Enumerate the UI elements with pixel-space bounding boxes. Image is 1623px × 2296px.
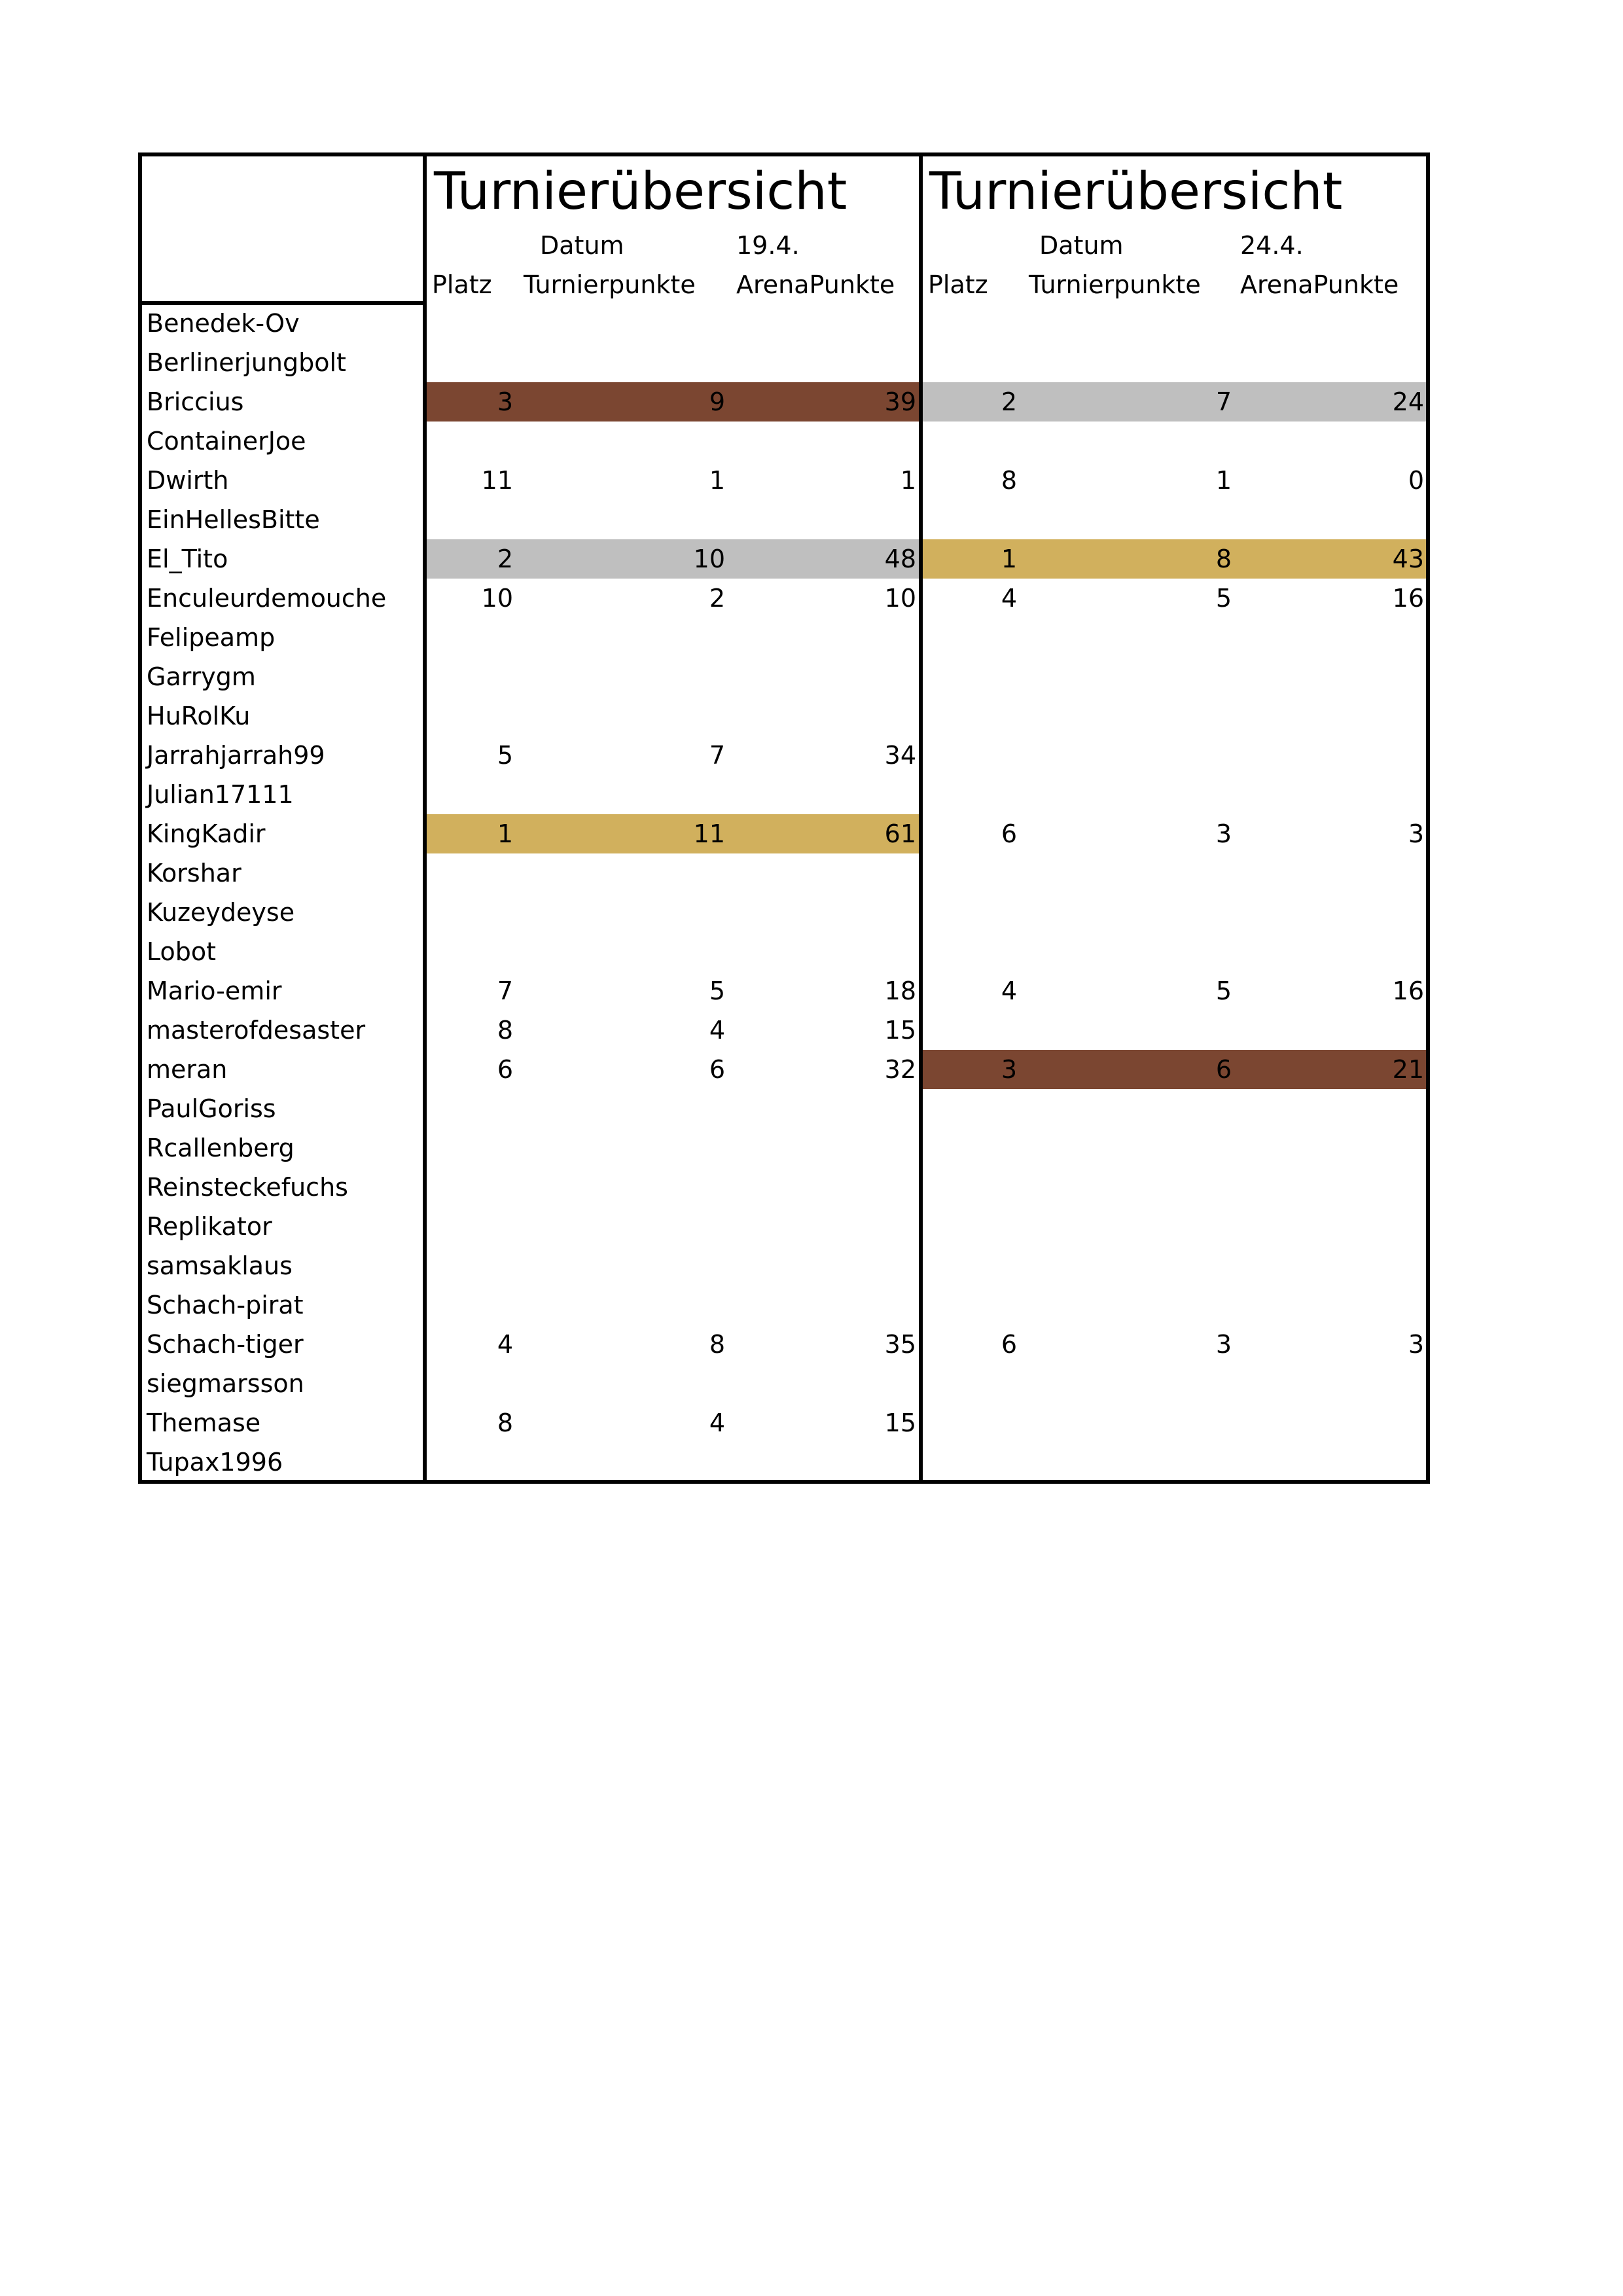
- player-name: Rcallenberg: [147, 1134, 294, 1162]
- column-header-tournament-points: Turnierpunkte: [1029, 270, 1201, 299]
- arena-points-cell: 15: [884, 1016, 916, 1045]
- tournament-points-cell: 1: [1215, 466, 1232, 495]
- date-label: Datum: [540, 231, 624, 260]
- rank-cell: 6: [1001, 1330, 1017, 1359]
- player-name: HuRolKu: [147, 702, 251, 730]
- arena-points-cell: 43: [1392, 545, 1424, 573]
- rank-cell: 6: [497, 1055, 513, 1084]
- tournament-points-cell: 5: [1215, 584, 1232, 613]
- tournament-points-cell: 11: [693, 819, 725, 848]
- tournament-points-cell: 6: [709, 1055, 725, 1084]
- rank-cell: 4: [1001, 977, 1017, 1005]
- player-name: Dwirth: [147, 466, 229, 495]
- player-name: meran: [147, 1055, 228, 1084]
- player-name: Themase: [147, 1408, 261, 1437]
- tournament-points-cell: 6: [1215, 1055, 1232, 1084]
- player-name: Garrygm: [147, 662, 256, 691]
- player-name: Julian17111: [147, 780, 294, 809]
- player-name: El_Tito: [147, 545, 228, 573]
- rank-cell: 2: [497, 545, 513, 573]
- rank-cell: 7: [497, 977, 513, 1005]
- rank-cell: 3: [1001, 1055, 1017, 1084]
- player-name: Berlinerjungbolt: [147, 348, 346, 377]
- arena-points-cell: 1: [900, 466, 916, 495]
- column-divider: [423, 152, 427, 1484]
- arena-points-cell: 39: [884, 387, 916, 416]
- arena-points-cell: 10: [884, 584, 916, 613]
- arena-points-cell: 35: [884, 1330, 916, 1359]
- column-divider: [919, 152, 923, 1484]
- arena-points-cell: 0: [1408, 466, 1424, 495]
- tournament-points-cell: 10: [693, 545, 725, 573]
- rank-cell: 6: [1001, 819, 1017, 848]
- rank-cell: 4: [497, 1330, 513, 1359]
- rank-cell: 1: [1001, 545, 1017, 573]
- arena-points-cell: 24: [1392, 387, 1424, 416]
- tournament-points-cell: 3: [1215, 819, 1232, 848]
- tournament-points-cell: 1: [709, 466, 725, 495]
- arena-points-cell: 3: [1408, 1330, 1424, 1359]
- tournament-points-cell: 2: [709, 584, 725, 613]
- arena-points-cell: 18: [884, 977, 916, 1005]
- player-name: PaulGoriss: [147, 1094, 276, 1123]
- rank-cell: 10: [481, 584, 513, 613]
- arena-points-cell: 48: [884, 545, 916, 573]
- player-name: Kuzeydeyse: [147, 898, 295, 927]
- table-outer-border: [138, 152, 1430, 1484]
- rank-cell: 8: [1001, 466, 1017, 495]
- tournament-points-cell: 7: [1215, 387, 1232, 416]
- rank-cell: 8: [497, 1408, 513, 1437]
- tournament-title: Turnierübersicht: [929, 162, 1343, 221]
- tournament-points-cell: 7: [709, 741, 725, 770]
- player-name: Schach-pirat: [147, 1291, 304, 1319]
- arena-points-cell: 16: [1392, 584, 1424, 613]
- date-label: Datum: [1039, 231, 1124, 260]
- tournament-date: 24.4.: [1240, 231, 1304, 260]
- rank-cell: 4: [1001, 584, 1017, 613]
- player-name: Enculeurdemouche: [147, 584, 387, 613]
- player-name: Benedek-Ov: [147, 309, 300, 338]
- player-name: ContainerJoe: [147, 427, 306, 456]
- column-header-rank: Platz: [432, 270, 492, 299]
- player-name: Felipeamp: [147, 623, 276, 652]
- tournament-date: 19.4.: [736, 231, 800, 260]
- column-header-tournament-points: Turnierpunkte: [524, 270, 696, 299]
- column-header-arena-points: ArenaPunkte: [736, 270, 895, 299]
- player-name: Reinsteckefuchs: [147, 1173, 348, 1202]
- tournament-points-cell: 9: [709, 387, 725, 416]
- tournament-points-cell: 5: [1215, 977, 1232, 1005]
- player-name: masterofdesaster: [147, 1016, 366, 1045]
- tournament-points-cell: 8: [1215, 545, 1232, 573]
- player-name: Schach-tiger: [147, 1330, 304, 1359]
- arena-points-cell: 61: [884, 819, 916, 848]
- tournament-title: Turnierübersicht: [434, 162, 847, 221]
- column-header-arena-points: ArenaPunkte: [1240, 270, 1399, 299]
- arena-points-cell: 34: [884, 741, 916, 770]
- tournament-points-cell: 4: [709, 1016, 725, 1045]
- player-name: Briccius: [147, 387, 244, 416]
- rank-cell: 8: [497, 1016, 513, 1045]
- arena-points-cell: 15: [884, 1408, 916, 1437]
- player-name: Mario-emir: [147, 977, 282, 1005]
- arena-points-cell: 32: [884, 1055, 916, 1084]
- header-divider: [138, 301, 427, 305]
- column-header-rank: Platz: [928, 270, 988, 299]
- player-name: Jarrahjarrah99: [147, 741, 325, 770]
- player-name: samsaklaus: [147, 1251, 293, 1280]
- player-name: Replikator: [147, 1212, 272, 1241]
- rank-cell: 1: [497, 819, 513, 848]
- rank-cell: 3: [497, 387, 513, 416]
- player-name: Korshar: [147, 859, 241, 888]
- player-name: Tupax1996: [147, 1448, 283, 1477]
- arena-points-cell: 3: [1408, 819, 1424, 848]
- player-name: KingKadir: [147, 819, 266, 848]
- rank-cell: 5: [497, 741, 513, 770]
- tournament-points-cell: 4: [709, 1408, 725, 1437]
- arena-points-cell: 16: [1392, 977, 1424, 1005]
- player-name: EinHellesBitte: [147, 505, 320, 534]
- player-name: siegmarsson: [147, 1369, 304, 1398]
- rank-cell: 11: [481, 466, 513, 495]
- arena-points-cell: 21: [1392, 1055, 1424, 1084]
- player-name: Lobot: [147, 937, 217, 966]
- rank-cell: 2: [1001, 387, 1017, 416]
- tournament-points-cell: 3: [1215, 1330, 1232, 1359]
- tournament-points-cell: 8: [709, 1330, 725, 1359]
- tournament-points-cell: 5: [709, 977, 725, 1005]
